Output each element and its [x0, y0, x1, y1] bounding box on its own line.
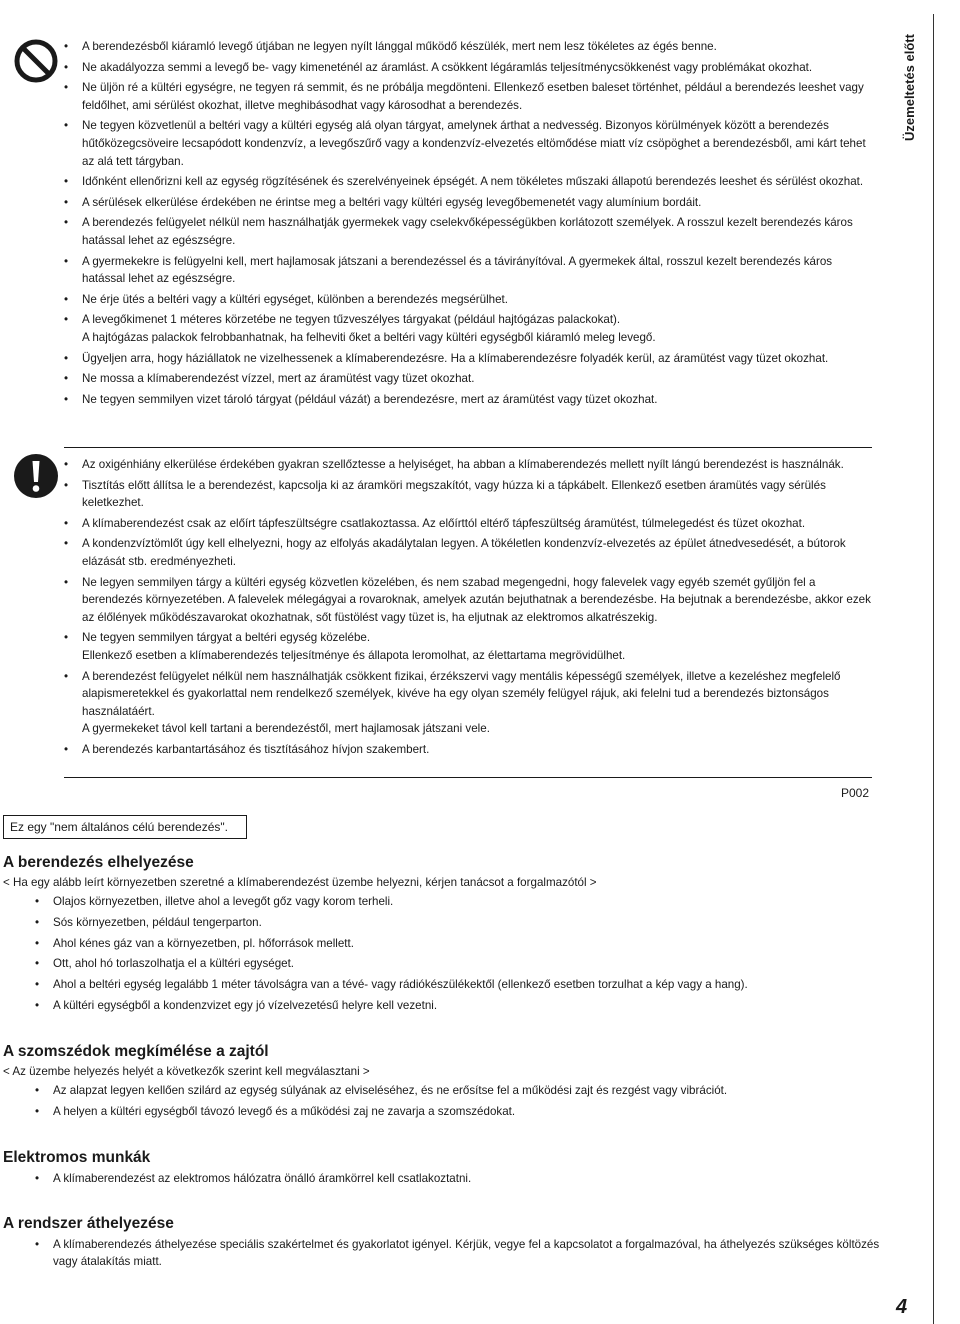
section-title: A berendezés elhelyezése — [3, 854, 194, 871]
list-item: • A klímaberendezés áthelyezése speciális szakértelmet és gyakorlatot igényel. Kérjük, vegye fel a kapcsolatot a forgalmazóval, ha áthelyezés szükséges költözés vagy átalakítás miatt. — [53, 1236, 883, 1270]
list-item: • Olajos környezetben, illetve ahol a levegőt gőz vagy korom terheli. — [53, 893, 883, 910]
warning-item: • Ne tegyen semmilyen tárgyat a beltéri egység közelébe. Ellenkező esetben a klímaberendezés teljesítménye és állapota leromolhat, az élettartama megrövidülhet. — [82, 629, 872, 664]
section-subtitle: < Az üzembe helyezés helyét a következők szerint kell megválasztani > — [3, 1065, 370, 1078]
exclamation-icon — [13, 453, 59, 499]
warning-item: • A berendezés karbantartásához és tisztításához hívjon szakembert. — [82, 741, 872, 759]
side-tab-label: Üzemeltetés előtt — [901, 33, 917, 141]
warning-item: • Időnként ellenőrizni kell az egység rögzítésének és szerelvényeinek épségét. A nem tökéletes műszaki állapotú berendezés leeshet és sérülést okozhat. — [82, 173, 872, 191]
section-subtitle: < Ha egy alább leírt környezetben szeretné a klímaberendezést üzembe helyezni, kérjen tanácsot a forgalmazótól > — [3, 876, 597, 889]
list-item: • Ahol kénes gáz van a környezetben, pl. hőforrások mellett. — [53, 935, 883, 952]
section-list — [3, 1236, 883, 1270]
mandatory-warnings-list — [82, 456, 872, 762]
separator-line — [64, 447, 872, 448]
list-item: • Az alapzat legyen kellően szilárd az egység súlyának az elviseléséhez, és ne erősítse fel a működési zajt és rezgést vagy vibrációt. — [53, 1082, 883, 1099]
warning-item: • Ügyeljen arra, hogy háziállatok ne vizelhessenek a klímaberendezésre. Ha a klímaberendezésre folyadék kerül, az áramütést vagy tüzet okozhat. — [82, 350, 872, 368]
warning-item: • Ne akadályozza semmi a levegő be- vagy kimeneténél az áramlást. A csökkent légáramlás teljesítménycsökkenést vagy problémákat okozhat. — [82, 59, 872, 77]
warning-item: • A klímaberendezést csak az előírt tápfeszültségre csatlakoztassa. Az előírttól eltérő tápfeszültség áramütést, túlmelegedést és tüzet okozhat. — [82, 515, 872, 533]
section-title: Elektromos munkák — [3, 1149, 151, 1166]
list-item: • Ott, ahol hó torlaszolhatja el a kültéri egységet. — [53, 955, 883, 972]
list-item: • Ahol a beltéri egység legalább 1 méter távolságra van a tévé- vagy rádiókészülékektől (ellenkező esetben torzulhat a kép vagy a hang). — [53, 976, 883, 993]
list-item: • A klímaberendezést az elektromos hálózatra önálló áramkörrel kell csatlakoztatni. — [53, 1170, 883, 1187]
section-title: A rendszer áthelyezése — [3, 1215, 174, 1232]
list-item: • A helyen a kültéri egységből távozó levegő és a működési zaj ne zavarja a szomszédokat. — [53, 1103, 883, 1120]
warning-item: • A gyermekekre is felügyelni kell, mert hajlamosak játszani a berendezéssel és a távirányítóval. A gyermekek által, rosszul kezelt berendezés káros hatással lehet az egészségre. — [82, 253, 872, 288]
side-tab — [893, 17, 925, 157]
warning-item: • Ne legyen semmilyen tárgy a kültéri egység közvetlen közelében, és nem szabad megengedni, hogy falevelek vagy egyéb szemét gyűljön fel a berendezés környezetében. A falevelek mélegágyai a rovaroknak, amelyek azután bejuthatnak a berendezésbe. Ha bejutnak a berendezésbe, akkor ezek az élőlények működészavarokat okozhatnak, sőt füstölést vagy tüzet is, ha eljutnak az elektromos alkatrészekig. — [82, 574, 872, 627]
note-box: Ez egy "nem általános célú berendezés". — [3, 815, 247, 839]
prohibited-warnings-list — [82, 38, 872, 411]
section-relocation — [3, 1214, 883, 1274]
list-item: • A kültéri egységből a kondenzvizet egy jó vízelvezetésű helyre kell vezetni. — [53, 997, 883, 1014]
warning-item: • Tisztítás előtt állítsa le a berendezést, kapcsolja ki az áramköri megszakítót, vagy húzza ki a tápkábelt. Ellenkező esetben áramütés vagy sérülés keletkezhet. — [82, 477, 872, 512]
warning-item: • Ne tegyen közvetlenül a beltéri vagy a kültéri egység alá olyan tárgyat, amelynek árthat a nedvesség. Bizonyos körülmények között a berendezés hűtőközegcsöveire lecsapódott kondenzvíz, a levegőszűrő vagy a kondenzvíz-elvezetés eltömődése miatt víz csöpöghet a berendezésből, ami kárt tehet az alá tett tárgyban. — [82, 117, 872, 170]
page-code: P002 — [841, 786, 870, 800]
warning-item: • Ne tegyen semmilyen vizet tároló tárgyat (például vázát) a berendezésre, mert az áramütést vagy tüzet okozhat. — [82, 391, 872, 409]
list-item: • Sós környezetben, például tengerparton. — [53, 914, 883, 931]
section-list — [3, 893, 883, 1014]
warning-item: • Az oxigénhiány elkerülése érdekében gyakran szellőztesse a helyiséget, ha abban a klímaberendezés mellett nyílt lángú berendezést is használnák. — [82, 456, 872, 474]
warning-item: • A berendezés felügyelet nélkül nem használhatják gyermekek vagy cselekvőképességükben korlátozott személyek. A rosszul kezelt berendezés káros hatással lehet az egészségre. — [82, 214, 872, 249]
warning-item: • A berendezésből kiáramló levegő útjában ne legyen nyílt lánggal működő készülék, mert nem lesz tökéletes az égés benne. — [82, 38, 872, 56]
prohibition-icon — [13, 38, 59, 84]
warning-item: • A berendezést felügyelet nélkül nem használhatják csökkent fizikai, érzékszervi vagy mentális képességű személyek, illetve a kezeléshez megfelelő alapismeretekkel és gyakorlattal nem rendelkező személyek, kivéve ha egy olyan személy felügyel rájuk, aki felelni tud a berendezés biztonságos használatáért. A gyermekeket távol kell tartani a berendezéstől, mert hajlamosak játszani vele. — [82, 668, 872, 738]
warning-item: • Ne üljön ré a kültéri egységre, ne tegyen rá semmit, és ne próbálja megdönteni. Ellenkező esetben baleset történhet, például a berendezés leeshet vagy feldőlhet, ami sérülést okozhat, illetve meghibásodhat vagy károsodhat a berendezés. — [82, 79, 872, 114]
section-placement — [3, 853, 883, 1018]
section-title: A szomszédok megkímélése a zajtól — [3, 1043, 269, 1060]
warning-item: • Ne érje ütés a beltéri vagy a kültéri egységet, különben a berendezés megsérülhet. — [82, 291, 872, 309]
separator-line — [64, 777, 872, 778]
section-list — [3, 1082, 883, 1120]
section-list — [3, 1170, 883, 1187]
side-rule — [933, 14, 934, 1324]
page-number: 4 — [896, 1296, 908, 1318]
section-electrical — [3, 1148, 883, 1191]
warning-item: • Ne mossa a klímaberendezést vízzel, mert az áramütést vagy tüzet okozhat. — [82, 370, 872, 388]
section-noise — [3, 1042, 883, 1124]
warning-item: • A sérülések elkerülése érdekében ne érintse meg a beltéri vagy kültéri egység levegőbemenetét vagy alumínium bordáit. — [82, 194, 872, 212]
warning-item: • A levegőkimenet 1 méteres körzetébe ne tegyen tűzveszélyes tárgyakat (például hajtógázas palackokat). A hajtógázas palackok felrobbanhatnak, ha felheviti őket a beltéri vagy kültéri egységből kiáramló meleg levegő. — [82, 311, 872, 346]
warning-item: • A kondenzvíztömlőt úgy kell elhelyezni, hogy az elfolyás akadálytalan legyen. A tökéletlen kondenzvíz-elvezetés az épület átnedvesedését, a bútorok elázását stb. eredményezheti. — [82, 535, 872, 570]
